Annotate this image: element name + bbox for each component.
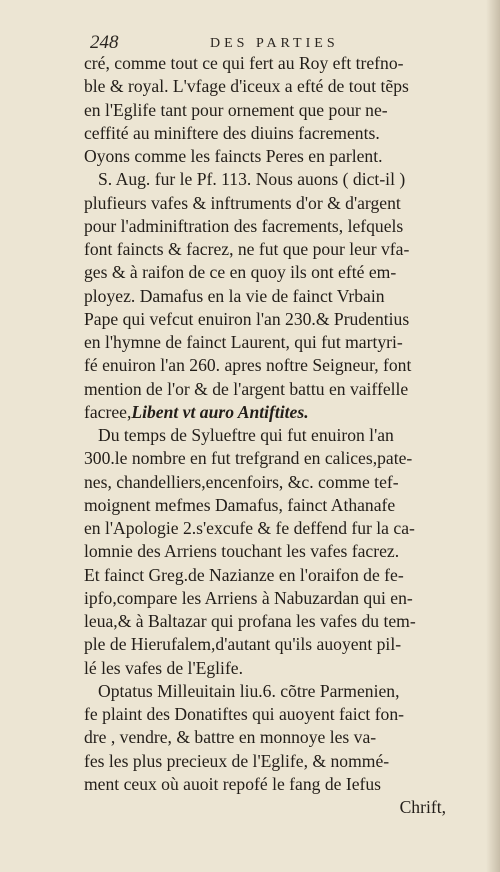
text-line [84, 75, 446, 98]
text-line [84, 238, 446, 261]
text-line [84, 587, 446, 610]
text-line-content: en l'Eglife tant pour ornement que pour ne- [84, 99, 388, 120]
text-line-content: plufieurs vafes & inftruments d'or & d'argent [84, 192, 401, 213]
text-line [84, 354, 446, 377]
text-line-content: fes les plus precieux de l'Eglife, & nommé- [84, 750, 390, 771]
text-line-content: S. Aug. fur le Pf. 113. Nous auons ( dict-il ) [98, 169, 406, 190]
text-line [84, 215, 446, 238]
text-line [84, 52, 446, 75]
text-line [84, 610, 446, 633]
text-line [84, 99, 446, 122]
text-line [84, 494, 446, 517]
text-line [84, 726, 446, 749]
text-line [84, 471, 446, 494]
text-line [84, 796, 446, 819]
latin-quote: Libent vt auro Antiftites. [131, 401, 309, 422]
text-line-content: ple de Hierufalem,d'autant qu'ils auoyent pil- [84, 634, 402, 655]
text-line-content: en l'hymne de fainct Laurent, qui fut martyri- [84, 332, 403, 352]
text-line-content: ges & à raifon de ce en quoy ils ont efté em- [84, 262, 397, 283]
text-line-content: pour l'adminiftration des facrements, lefquels [84, 215, 404, 236]
text-line [84, 773, 446, 796]
text-line-content: ployez. Damafus en la vie de fainct Vrbain [84, 285, 385, 306]
text-line [84, 401, 446, 424]
text-line [84, 192, 446, 215]
text-line [84, 331, 446, 354]
text-line-content: ceffité au miniftere des diuins facrements. [84, 122, 380, 143]
text-line-content: en l'Apologie 2.s'excufe & fe deffend fur la ca- [84, 518, 415, 538]
text-line [84, 308, 446, 331]
text-line-content: lomnie des Arriens touchant les vafes facrez. [84, 541, 400, 562]
text-line-content: mention de l'or & de l'argent battu en vaiffelle [84, 378, 409, 399]
text-line-content: Chrift, [399, 797, 446, 817]
text-line-content: Optatus Milleuitain liu.6. cõtre Parmenien, [98, 680, 400, 701]
text-line [84, 122, 446, 145]
text-line-content: ipfo,compare les Arriens à Nabuzardan qui en- [84, 587, 413, 608]
text-line-content: fé enuiron l'an 260. apres noftre Seigneur, font [84, 355, 412, 376]
text-line-content: ble & royal. L'vfage d'iceux a efté de tout tẽps [84, 76, 409, 97]
text-line [84, 633, 446, 656]
text-line-content: ment ceux où auoit repofé le fang de Iefus [84, 773, 382, 794]
text-line [84, 517, 446, 540]
text-line-content: 300.le nombre en fut trefgrand en calices,pate- [84, 448, 413, 469]
text-line [84, 261, 446, 284]
text-line-content: moignent mefmes Damafus, fainct Athanafe [84, 494, 396, 515]
text-line [84, 168, 446, 191]
text-line-content: nes, chandelliers,encenfoirs, &c. comme tef- [84, 471, 399, 492]
body-text [84, 52, 446, 819]
text-line [84, 564, 446, 587]
page-number: 248 [90, 32, 119, 53]
text-line [84, 750, 446, 773]
text-line-content: facree, [84, 401, 132, 422]
page-edge-shadow [486, 0, 500, 872]
text-line-content: leua,& à Baltazar qui profana les vafes du tem- [84, 611, 416, 631]
text-line [84, 657, 446, 680]
text-line [84, 447, 446, 470]
running-head: DES PARTIES [210, 36, 339, 51]
text-line-content: Et fainct Greg.de Nazianze en l'oraifon de fe- [84, 564, 404, 585]
text-line-content: fe plaint des Donatiftes qui auoyent faict fon- [84, 704, 405, 724]
text-line-content: cré, comme tout ce qui fert au Roy eft trefno- [84, 53, 404, 73]
text-line-content: Du temps de Sylueftre qui fut enuiron l'an [98, 425, 394, 445]
text-line-content: Pape qui vefcut enuiron l'an 230.& Prudentius [84, 308, 410, 329]
text-line [84, 145, 446, 168]
text-line [84, 424, 446, 447]
text-line-content: Oyons comme les faincts Peres en parlent. [84, 146, 383, 166]
text-line [84, 680, 446, 703]
text-line [84, 540, 446, 563]
text-line-content: lé les vafes de l'Eglife. [84, 657, 244, 678]
text-line [84, 285, 446, 308]
text-line-content: dre , vendre, & battre en monnoye les va- [84, 727, 377, 748]
text-line-content: font faincts & facrez, ne fut que pour leur vfa- [84, 239, 410, 259]
text-line [84, 703, 446, 726]
text-line [84, 378, 446, 401]
